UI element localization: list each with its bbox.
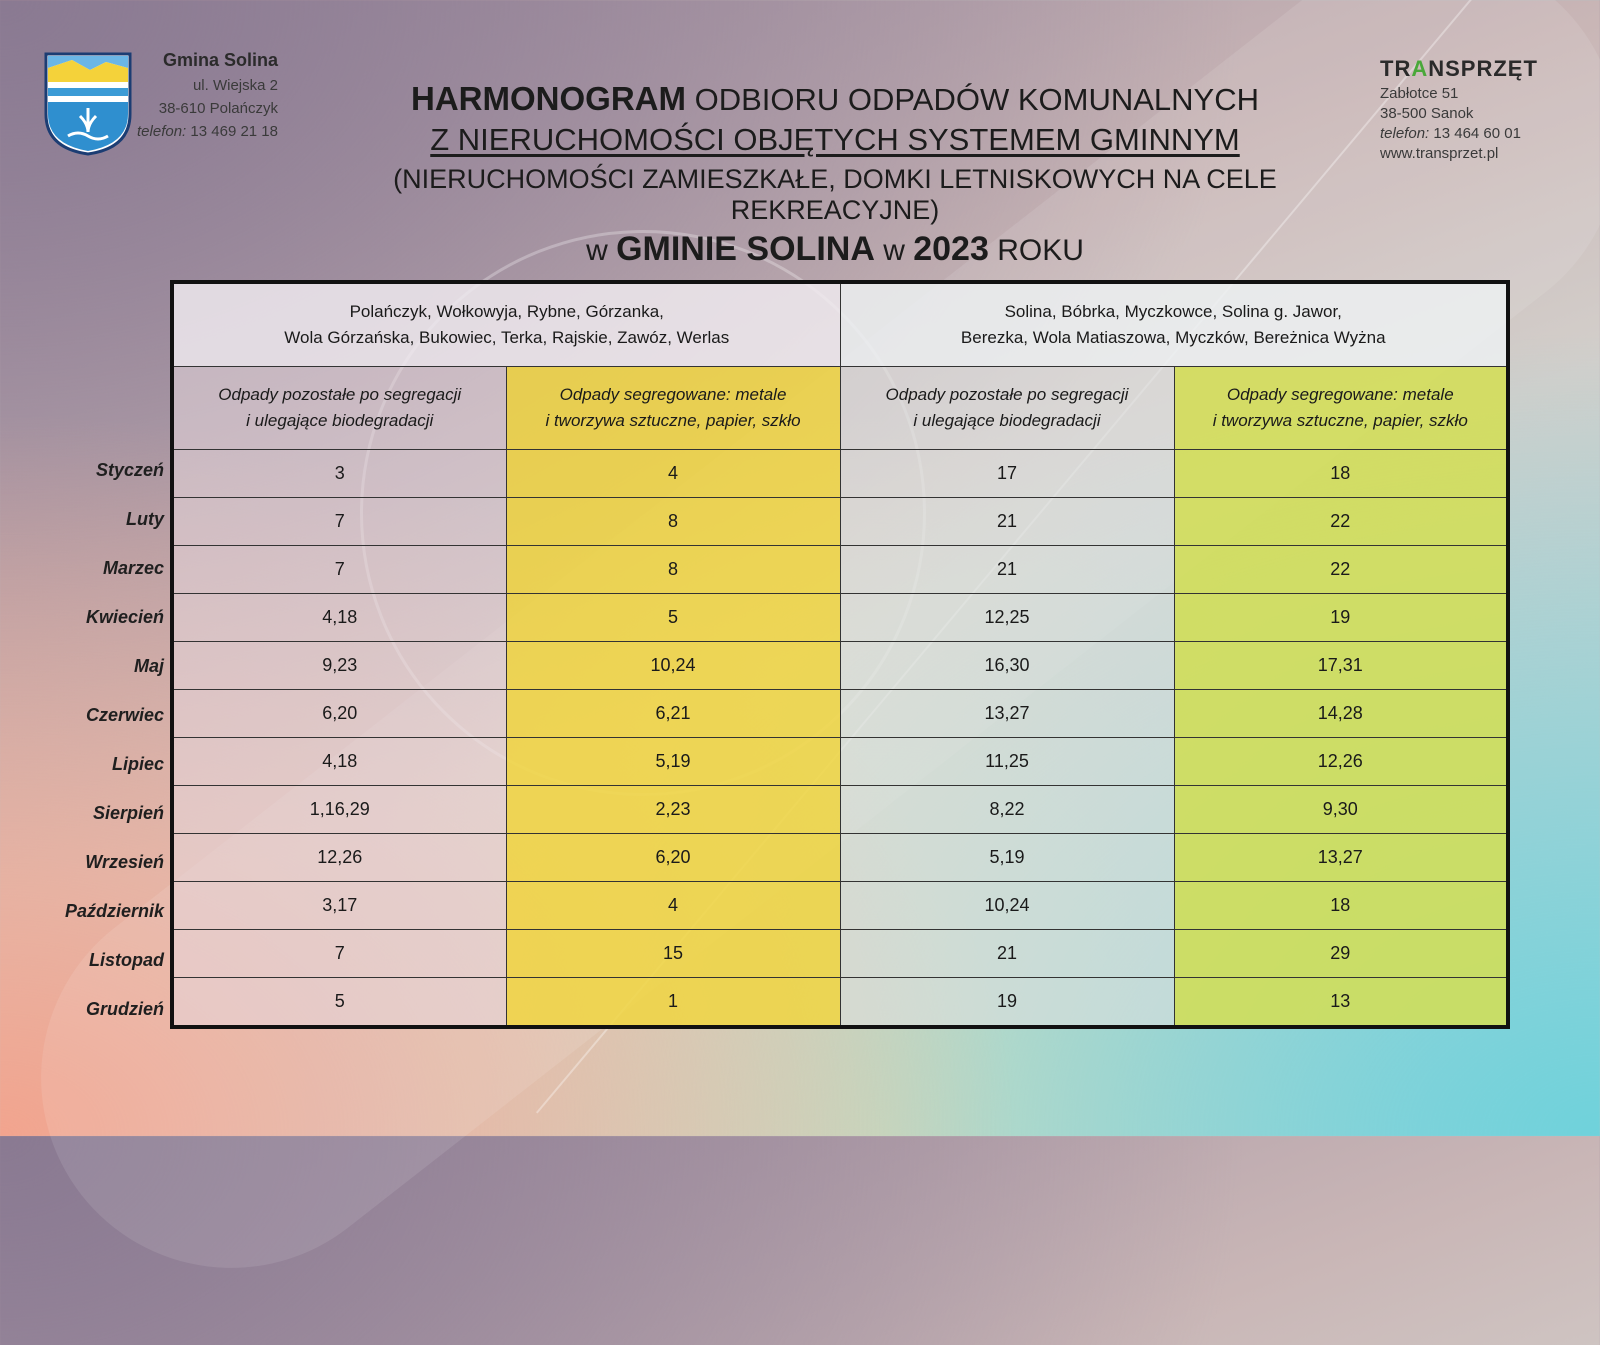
month-label: Luty: [126, 509, 164, 529]
schedule-cell: 12,25: [840, 594, 1174, 642]
sub-header-seg-left: Odpady segregowane: metale i tworzywa sztuczne, papier, szkło: [506, 367, 840, 450]
company-phone-label: telefon:: [1380, 125, 1430, 142]
schedule-cell: 21: [840, 498, 1174, 546]
table-row: [172, 834, 1508, 882]
sub-header-rest-right: Odpady pozostałe po segregacji i ulegające biodegradacji: [840, 367, 1174, 450]
month-label: Maj: [133, 656, 164, 676]
schedule-cell: 7: [172, 546, 506, 594]
company-phone: 13 464 60 01: [1433, 125, 1521, 142]
schedule-table-wrapper: [170, 280, 1510, 1029]
title-line-3: (NIERUCHOMOŚCI ZAMIESZKAŁE, DOMKI LETNISKOWYCH NA CELE REKREACYJNE): [393, 164, 1277, 225]
schedule-cell: 11,25: [840, 738, 1174, 786]
month-label: Styczeń: [95, 460, 164, 480]
schedule-cell: 4,18: [172, 594, 506, 642]
group-header-left: Polańczyk, Wołkowyja, Rybne, Górzanka, Wola Górzańska, Bukowiec, Terka, Rajskie, Zawóz, Werlas: [172, 282, 840, 367]
group-header-right: Solina, Bóbrka, Myczkowce, Solina g. Jawor, Berezka, Wola Matiaszowa, Myczków, Bereżnica Wyżna: [840, 282, 1508, 367]
municipality-phone: 13 469 21 18: [190, 123, 278, 140]
month-label: Sierpień: [92, 803, 164, 823]
title-line-2: Z NIERUCHOMOŚCI OBJĘTYCH SYSTEMEM GMINNYM: [430, 122, 1240, 157]
schedule-cell: 16,30: [840, 642, 1174, 690]
schedule-table: [170, 280, 1510, 1029]
month-label: Listopad: [89, 950, 164, 970]
schedule-cell: 7: [172, 930, 506, 978]
schedule-cell: 6,20: [172, 690, 506, 738]
month-labels: [40, 446, 164, 1034]
table-row: [172, 642, 1508, 690]
schedule-cell: 17: [840, 450, 1174, 498]
company-website: www.transprzet.pl: [1380, 145, 1499, 162]
municipality-postal: 38-610 Polańczyk: [158, 100, 278, 117]
schedule-cell: 4: [506, 450, 840, 498]
schedule-cell: 22: [1174, 546, 1508, 594]
schedule-cell: 6,20: [506, 834, 840, 882]
company-info: [1380, 56, 1580, 162]
company-phone-line: [1380, 125, 1580, 142]
schedule-cell: 3: [172, 450, 506, 498]
schedule-cell: 1,16,29: [172, 786, 506, 834]
schedule-cell: 12,26: [1174, 738, 1508, 786]
schedule-cell: 13,27: [840, 690, 1174, 738]
schedule-cell: 15: [506, 930, 840, 978]
month-label: Czerwiec: [85, 705, 164, 725]
title-line-4: w GMINIE SOLINA w 2023 ROKU: [586, 230, 1084, 268]
municipality-info: [120, 50, 278, 140]
schedule-cell: 5,19: [506, 738, 840, 786]
table-row: [172, 690, 1508, 738]
crest-icon: [44, 52, 132, 156]
schedule-cell: 17,31: [1174, 642, 1508, 690]
month-label: Lipiec: [111, 754, 164, 774]
month-label: Kwiecień: [85, 607, 164, 627]
month-label: Grudzień: [85, 999, 164, 1019]
schedule-cell: 7: [172, 498, 506, 546]
schedule-cell: 4,18: [172, 738, 506, 786]
table-row: [172, 882, 1508, 930]
table-row: [172, 594, 1508, 642]
sub-header-rest-left: Odpady pozostałe po segregacji i ulegające biodegradacji: [172, 367, 506, 450]
schedule-cell: 18: [1174, 882, 1508, 930]
table-row: [172, 546, 1508, 594]
company-street: Zabłotce 51: [1380, 85, 1459, 102]
title-line-1: HARMONOGRAM ODBIORU ODPADÓW KOMUNALNYCH: [411, 80, 1259, 117]
municipality-phone-label: telefon:: [137, 123, 187, 140]
schedule-cell: 22: [1174, 498, 1508, 546]
schedule-cell: 21: [840, 546, 1174, 594]
schedule-cell: 13: [1174, 978, 1508, 1028]
schedule-cell: 13,27: [1174, 834, 1508, 882]
table-row: [172, 930, 1508, 978]
schedule-cell: 4: [506, 882, 840, 930]
schedule-cell: 8: [506, 498, 840, 546]
schedule-cell: 8: [506, 546, 840, 594]
schedule-cell: 5: [506, 594, 840, 642]
schedule-cell: 12,26: [172, 834, 506, 882]
schedule-cell: 10,24: [840, 882, 1174, 930]
schedule-cell: 14,28: [1174, 690, 1508, 738]
schedule-cell: 19: [840, 978, 1174, 1028]
municipality-phone-line: [120, 123, 278, 140]
municipality-name: Gmina Solina: [162, 50, 278, 70]
month-label: Wrzesień: [85, 852, 164, 872]
group-header-row: [172, 282, 1508, 367]
schedule-cell: 5,19: [840, 834, 1174, 882]
schedule-cell: 21: [840, 930, 1174, 978]
schedule-cell: 19: [1174, 594, 1508, 642]
schedule-cell: 18: [1174, 450, 1508, 498]
month-label: Marzec: [102, 558, 164, 578]
table-row: [172, 450, 1508, 498]
schedule-cell: 3,17: [172, 882, 506, 930]
schedule-cell: 9,30: [1174, 786, 1508, 834]
schedule-cell: 9,23: [172, 642, 506, 690]
schedule-cell: 29: [1174, 930, 1508, 978]
month-label: Październik: [64, 901, 164, 921]
table-row: [172, 786, 1508, 834]
table-row: [172, 498, 1508, 546]
table-row: [172, 978, 1508, 1028]
schedule-cell: 5: [172, 978, 506, 1028]
table-row: [172, 738, 1508, 786]
schedule-cell: 1: [506, 978, 840, 1028]
schedule-cell: 10,24: [506, 642, 840, 690]
company-postal: 38-500 Sanok: [1380, 105, 1474, 122]
schedule-cell: 6,21: [506, 690, 840, 738]
schedule-cell: 8,22: [840, 786, 1174, 834]
sub-header-seg-right: Odpady segregowane: metale i tworzywa sztuczne, papier, szkło: [1174, 367, 1508, 450]
company-logo: TRANSPRZĘT: [1380, 56, 1538, 81]
schedule-cell: 2,23: [506, 786, 840, 834]
page-title: [290, 80, 1380, 269]
municipality-street: ul. Wiejska 2: [192, 77, 278, 94]
sub-header-row: [172, 367, 1508, 450]
